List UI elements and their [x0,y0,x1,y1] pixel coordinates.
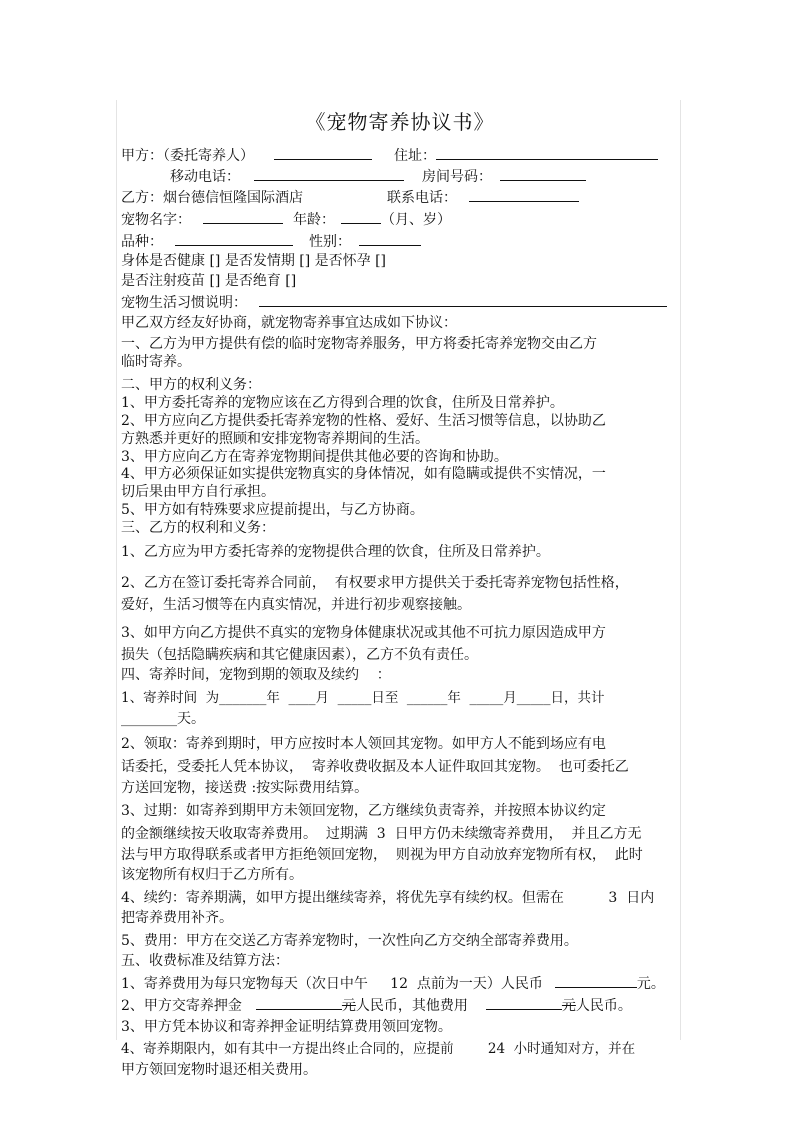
party-a-field[interactable] [274,146,372,160]
clause-3-2: 爱好，生活习惯等在内真实情况，并进行初步观察接触。 [121,597,471,613]
breed-field[interactable] [175,232,293,246]
pet-name-label: 宠物名字： [121,212,191,228]
clause-2-4: 4、甲方必须保证如实提供宠物真实的身体情况，如有隐瞒或提供不实情况，一 [121,466,606,482]
deposit-unit: 元 [341,998,356,1014]
section-5-title: 五、收费标准及结算方法： [121,953,289,969]
party-a-line [121,146,658,165]
age-label: 年龄： [293,212,335,228]
clause-5-2-text: 2、甲方交寄养押金 [121,998,242,1014]
daily-fee-field[interactable] [555,974,637,988]
section-3-title: 三、乙方的权利和义务： [121,520,275,536]
clause-5-1 [121,974,665,993]
clause-5-4: 甲方领回宠物时退还相关费用。 [121,1062,317,1078]
mobile-line [170,167,586,186]
vaccine-line: 是否注射疫苗 [] 是否绝育 [] [121,273,297,289]
clause-2-5: 5、甲方如有特殊要求应提前提出，与乙方协商。 [121,502,424,518]
clause-4-5: 5、费用：甲方在交送乙方寄养宠物时，一次性向乙方交纳全部寄养费用。 [121,933,578,949]
clause-1: 一、乙方为甲方提供有偿的临时宠物寄养服务，甲方将委托寄养宠物交由乙方 [121,336,597,352]
pet-name-line [121,210,451,229]
clause-2-2: 2、甲方应向乙方提供委托寄养宠物的性格、爱好、生活习惯等信息，以协助乙 [121,413,606,429]
clause-4-3: 的金额继续按天收取寄养费用。 过期满 3 日甲方仍未续缴寄养费用， 并且乙方无 [121,826,642,842]
intro-text: 甲乙双方经友好协商，就宠物寄养事宜达成如下协议： [121,315,457,331]
party-a-label: 甲方：（委托寄养人） [121,148,254,164]
address-label: 住址： [394,148,436,164]
other-fee-field[interactable] [486,996,562,1010]
habits-label: 宠物生活习惯说明： [121,295,247,311]
sex-label: 性别： [309,234,351,250]
clause-4-3: 该宠物所有权归于乙方所有。 [121,867,303,883]
clause-4-1: ________天。 [121,711,205,727]
age-field[interactable] [341,210,381,224]
breed-label: 品种： [121,234,163,250]
section-4-title: 四、寄养时间，宠物到期的领取及续约 ： [121,667,391,683]
clause-4-2: 2、领取：寄养到期时，甲方应按时本人领回其宠物。如甲方人不能到场应有电 [121,736,606,752]
clause-5-4: 4、寄养期限内，如有其中一方提出终止合同的，应提前 24 小时通知对方，并在 [121,1041,636,1057]
clause-3-1: 1、乙方应为甲方委托寄养的宠物提供合理的饮食，住所及日常养护。 [121,544,550,560]
deposit-field[interactable] [256,996,342,1010]
clause-5-2-end: 人民币。 [575,998,632,1014]
health-line: 身体是否健康 [] 是否发情期 [] 是否怀孕 [] [121,253,387,269]
breed-line [121,232,421,251]
address-field[interactable] [436,146,658,160]
mobile-label: 移动电话： [170,169,240,185]
clause-4-2: 方送回宠物，接送费 :按实际费用结算。 [121,780,369,796]
clause-4-4: 4、续约：寄养期满，如甲方提出继续寄养，将优先享有续约权。但需在 3 日内 [121,890,655,906]
sex-field[interactable] [359,232,421,246]
clause-5-1-text: 1、寄养费用为每只宠物每天（次日中午 12 点前为一天）人民币 [121,976,543,992]
age-unit: （月、岁） [381,212,451,228]
party-b-text: 乙方：烟台德信恒隆国际酒店 [121,190,303,206]
room-field[interactable] [500,167,586,181]
clause-3-3: 3、如甲方向乙方提供不真实的宠物身体健康状况或其他不可抗力原因造成甲方 [121,625,606,641]
clause-5-3: 3、甲方凭本协议和寄养押金证明结算费用领回宠物。 [121,1019,452,1035]
clause-5-2-mid: 人民币，其他费用 [355,998,468,1014]
clause-3-2: 2、乙方在签订委托寄养合同前， 有权要求甲方提供关于委托寄养宠物包括性格， [121,575,629,591]
habits-field[interactable] [259,293,667,307]
clause-1: 临时寄养。 [121,354,191,370]
clause-4-2: 话委托，受委托人凭本协议， 寄养收费收据及本人证件取回其宠物。 也可委托乙 [121,759,629,775]
contact-label: 联系电话： [387,190,457,206]
pet-name-field[interactable] [203,210,283,224]
contact-field[interactable] [469,188,579,202]
clause-2-3: 3、甲方应向乙方在寄养宠物期间提供其他必要的咨询和协助。 [121,449,508,465]
clause-5-1-unit: 元。 [636,976,665,992]
clause-5-2 [121,996,632,1015]
room-label: 房间号码： [422,169,492,185]
clause-2-2: 方熟悉并更好的照顾和安排宠物寄养期间的生活。 [121,431,429,447]
clause-2-1: 1、甲方委托寄养的宠物应该在乙方得到合理的饮食，住所及日常养护。 [121,395,564,411]
party-b-line [121,188,579,207]
habits-line [121,293,667,312]
clause-4-3: 法与甲方取得联系或者甲方拒绝领回宠物， 则视为甲方自动放弃宠物所有权， 此时 [121,847,643,863]
clause-4-1: 1、寄养时间 为_______年 ____月 _____日至 ______年 _____月_____日，共计 [121,690,605,706]
other-fee-unit: 元 [561,998,576,1014]
clause-2-4: 切后果由甲方自行承担。 [121,484,275,500]
section-2-title: 二、甲方的权利义务： [121,377,261,393]
clause-4-4: 把寄养费用补齐。 [121,910,233,926]
mobile-field[interactable] [254,167,404,181]
clause-4-3: 3、过期：如寄养到期甲方未领回宠物，乙方继续负责寄养，并按照本协议约定 [121,803,606,819]
clause-3-3: 损失（包括隐瞒疾病和其它健康因素），乙方不负有责任。 [121,647,478,663]
document-title: 《宠物寄养协议书》 [305,110,495,134]
